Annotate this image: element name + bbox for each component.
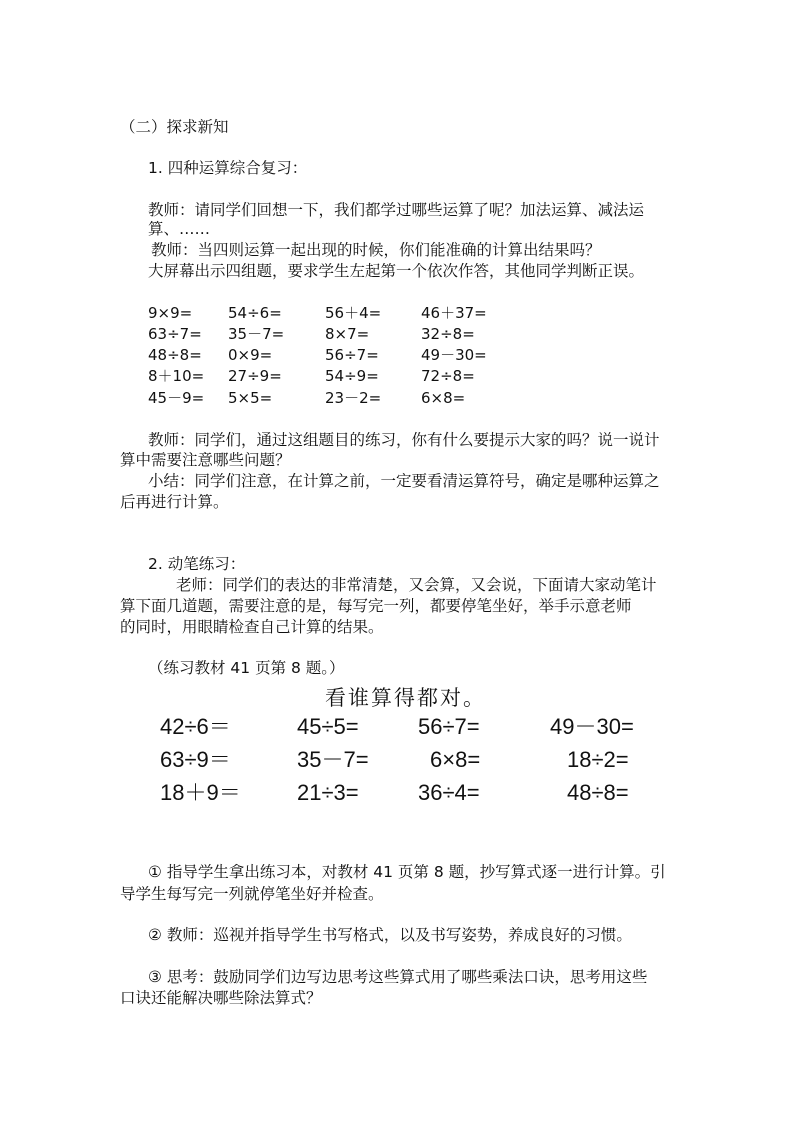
paragraph: 导学生每写完一列就停笔坐好并检查。 <box>120 885 384 903</box>
paragraph: 算下面几道题，需要注意的是，每写完一列，都要停笔坐好，举手示意老师 <box>120 597 632 615</box>
paragraph: 小结：同学们注意，在计算之前，一定要看清运算符号，确定是哪种运算之 <box>148 472 660 490</box>
exercise-item: 48÷8= <box>148 346 202 364</box>
exercise-item: 5×5= <box>228 389 273 407</box>
exercise-item: 56÷7= <box>418 714 480 739</box>
exercise-item: 46＋37= <box>421 304 487 322</box>
exercise-item: 8×7= <box>325 325 370 343</box>
paragraph: 算、…… <box>148 220 211 238</box>
exercise-item: 63÷7= <box>148 325 202 343</box>
exercise-item: 35－7= <box>297 747 369 772</box>
paragraph: ③ 思考：鼓励同学们边写边思考这些算式用了哪些乘法口诀，思考用这些 <box>148 968 648 986</box>
paragraph: ② 教师：巡视并指导学生书写格式，以及书写姿势，养成良好的习惯。 <box>148 926 632 944</box>
exercise-item: 9×9= <box>148 304 193 322</box>
exercise-item: 54÷6= <box>228 304 282 322</box>
paragraph: 教师：当四则运算一起出现的时候，你们能准确的计算出结果吗？ <box>151 241 601 259</box>
part1-heading: 1. 四种运算综合复习： <box>148 159 308 177</box>
paragraph: 教师：请同学们回想一下，我们都学过哪些运算了呢？加法运算、减法运 <box>148 201 645 219</box>
paragraph: 算中需要注意哪些问题？ <box>120 451 291 469</box>
exercise-item: 54÷9= <box>325 367 379 385</box>
exercise-item: 18＋9＝ <box>160 780 241 805</box>
paragraph: ① 指导学生拿出练习本，对教材 41 页第 8 题，抄写算式逐一进行计算。引 <box>148 863 666 881</box>
section-heading: （二）探求新知 <box>120 118 229 136</box>
exercise-title: 看谁算得都对。 <box>325 686 486 710</box>
exercise-item: 8＋10= <box>148 367 205 385</box>
paragraph: 教师：同学们，通过这组题目的练习，你有什么要提示大家的吗？说一说计 <box>148 431 660 449</box>
paragraph: 后再进行计算。 <box>120 493 229 511</box>
exercise-item: 21÷3= <box>297 780 359 805</box>
exercise-item: 32÷8= <box>421 325 475 343</box>
exercise-item: 49－30= <box>421 346 487 364</box>
paragraph: 老师：同学们的表达的非常清楚，又会算，又会说，下面请大家动笔计 <box>176 576 657 594</box>
paragraph: 的同时，用眼睛检查自己计算的结果。 <box>120 618 384 636</box>
part2-heading: 2. 动笔练习： <box>148 555 246 573</box>
exercise-item: 0×9= <box>228 346 273 364</box>
exercise-item: 36÷4= <box>418 780 480 805</box>
exercise-item: 63÷9＝ <box>160 747 231 772</box>
exercise-item: 6×8= <box>430 747 481 772</box>
exercise-item: 45－9= <box>148 389 205 407</box>
exercise-item: 42÷6＝ <box>160 714 231 739</box>
exercise-item: 27÷9= <box>228 367 282 385</box>
exercise-item: 56÷7= <box>325 346 379 364</box>
exercise-item: 23－2= <box>325 389 382 407</box>
exercise-item: 6×8= <box>421 389 466 407</box>
paragraph: 大屏幕出示四组题，要求学生左起第一个依次作答，其他同学判断正误。 <box>148 262 645 280</box>
exercise-item: 48÷8= <box>567 780 629 805</box>
exercise-item: 72÷8= <box>421 367 475 385</box>
exercise-item: 56＋4= <box>325 304 382 322</box>
reference-note: （练习教材 41 页第 8 题。） <box>148 659 345 677</box>
exercise-item: 45÷5= <box>297 714 359 739</box>
exercise-item: 18÷2= <box>567 747 629 772</box>
exercise-item: 49－30= <box>550 714 634 739</box>
paragraph: 口诀还能解决哪些除法算式？ <box>120 989 322 1007</box>
exercise-item: 35－7= <box>228 325 285 343</box>
